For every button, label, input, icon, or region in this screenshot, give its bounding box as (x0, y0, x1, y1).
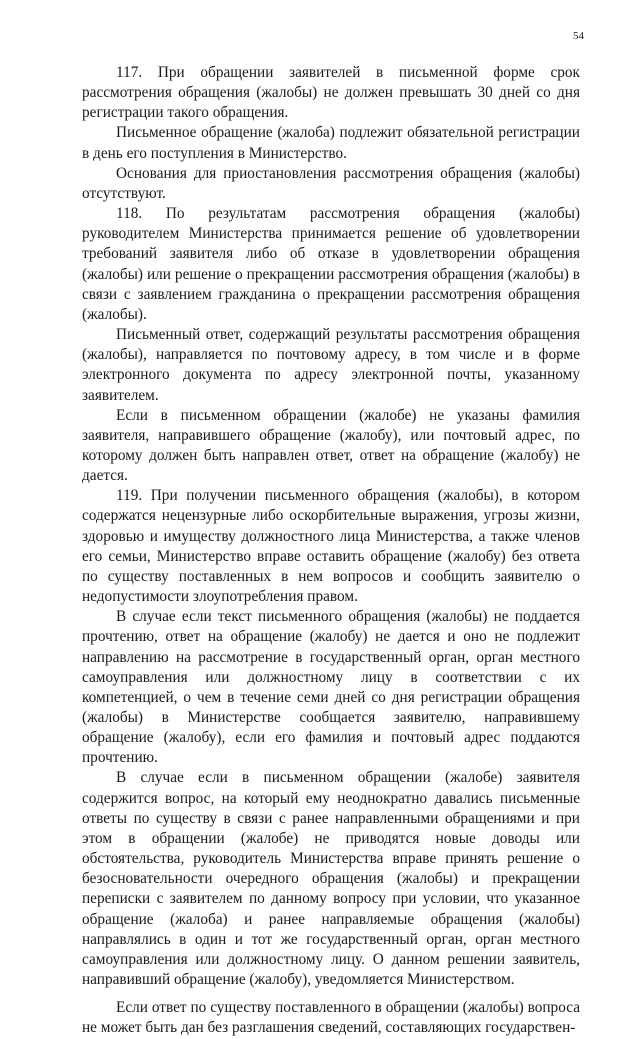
paragraph-117: 117. При обращении заявителей в письменной форме срок рассмотрения обращения (жалобы) не должен превышать 30 дней со дня регистрации такого обращения. (82, 64, 580, 122)
paragraph-state-secret: Если ответ по существу поставленного в обращении (жалобы) вопроса не может быть дан без разглашения сведений, составляющих государствен- (82, 999, 580, 1037)
paragraph-registration: Письменное обращение (жалоба) подлежит обязательной регистрации в день его поступления в Министерство. (82, 124, 580, 162)
paragraph-unreadable-text: В случае если текст письменного обращения (жалобы) не поддается прочтению, ответ на обращение (жалобу) не дается и оно не подлежит направлению на рассмотрение в государственный орган, орган местного самоуправления или должностному лицу в соответствии с их компетенцией, о чем в течение семи дней со дня регистрации обращения (жалобы) в Министерстве сообщается заявителю, направившему обращение (жалобу), если его фамилия и почтовый адрес поддаются прочтению. (82, 608, 580, 767)
document-body (82, 63, 580, 1039)
paragraph-suspension-grounds: Основания для приостановления рассмотрения обращения (жалобы) отсутствуют. (82, 164, 580, 202)
paragraph-no-surname: Если в письменном обращении (жалобе) не указаны фамилия заявителя, направившего обращение (жалобу), или почтовый адрес, по которому должен быть направлен ответ, ответ на обращение (жалобу) не дается. (82, 406, 580, 485)
paragraph-written-answer: Письменный ответ, содержащий результаты рассмотрения обращения (жалобы), направляется по почтовому адресу, в том числе и в форме электронного документа по адресу электронной почты, указанному заявителем. (82, 326, 580, 404)
page-number: 54 (573, 30, 584, 42)
paragraph-119: 119. При получении письменного обращения (жалобы), в котором содержатся нецензурные либо оскорбительные выражения, угрозы жизни, здоровью и имуществу должностного лица Министерства, а также членов его семьи, Министерство вправе оставить обращение (жалобу) без ответа по существу поставленных в нем вопросов и сообщить заявителю о недопустимости злоупотребления правом. (82, 487, 580, 606)
paragraph-repeated-question: В случае если в письменном обращении (жалобе) заявителя содержится вопрос, на который ему неоднократно давались письменные ответы по существу в связи с ранее направленными обращениями и при этом в обращении (жалобе) не приводятся новые доводы или обстоятельства, руководитель Министерства вправе принять решение о безосновательности очередного обращения (жалобы) и прекращении переписки с заявителем по данному вопросу при условии, что указанное обращение (жалоба) и ранее направляемые обращения (жалобы) направлялись в один и тот же государственный орган, орган местного самоуправления или должностному лицу. О данном решении заявитель, направивший обращение (жалобу), уведомляется Министерством. (82, 769, 580, 989)
paragraph-118: 118. По результатам рассмотрения обращения (жалобы) руководителем Министерства принимается решение об удовлетворении требований заявителя либо об отказе в удовлетворении обращения (жалобы) или решение о прекращении рассмотрения обращения (жалобы) в связи с заявлением гражданина о прекращении рассмотрения обращения (жалобы). (82, 205, 580, 323)
